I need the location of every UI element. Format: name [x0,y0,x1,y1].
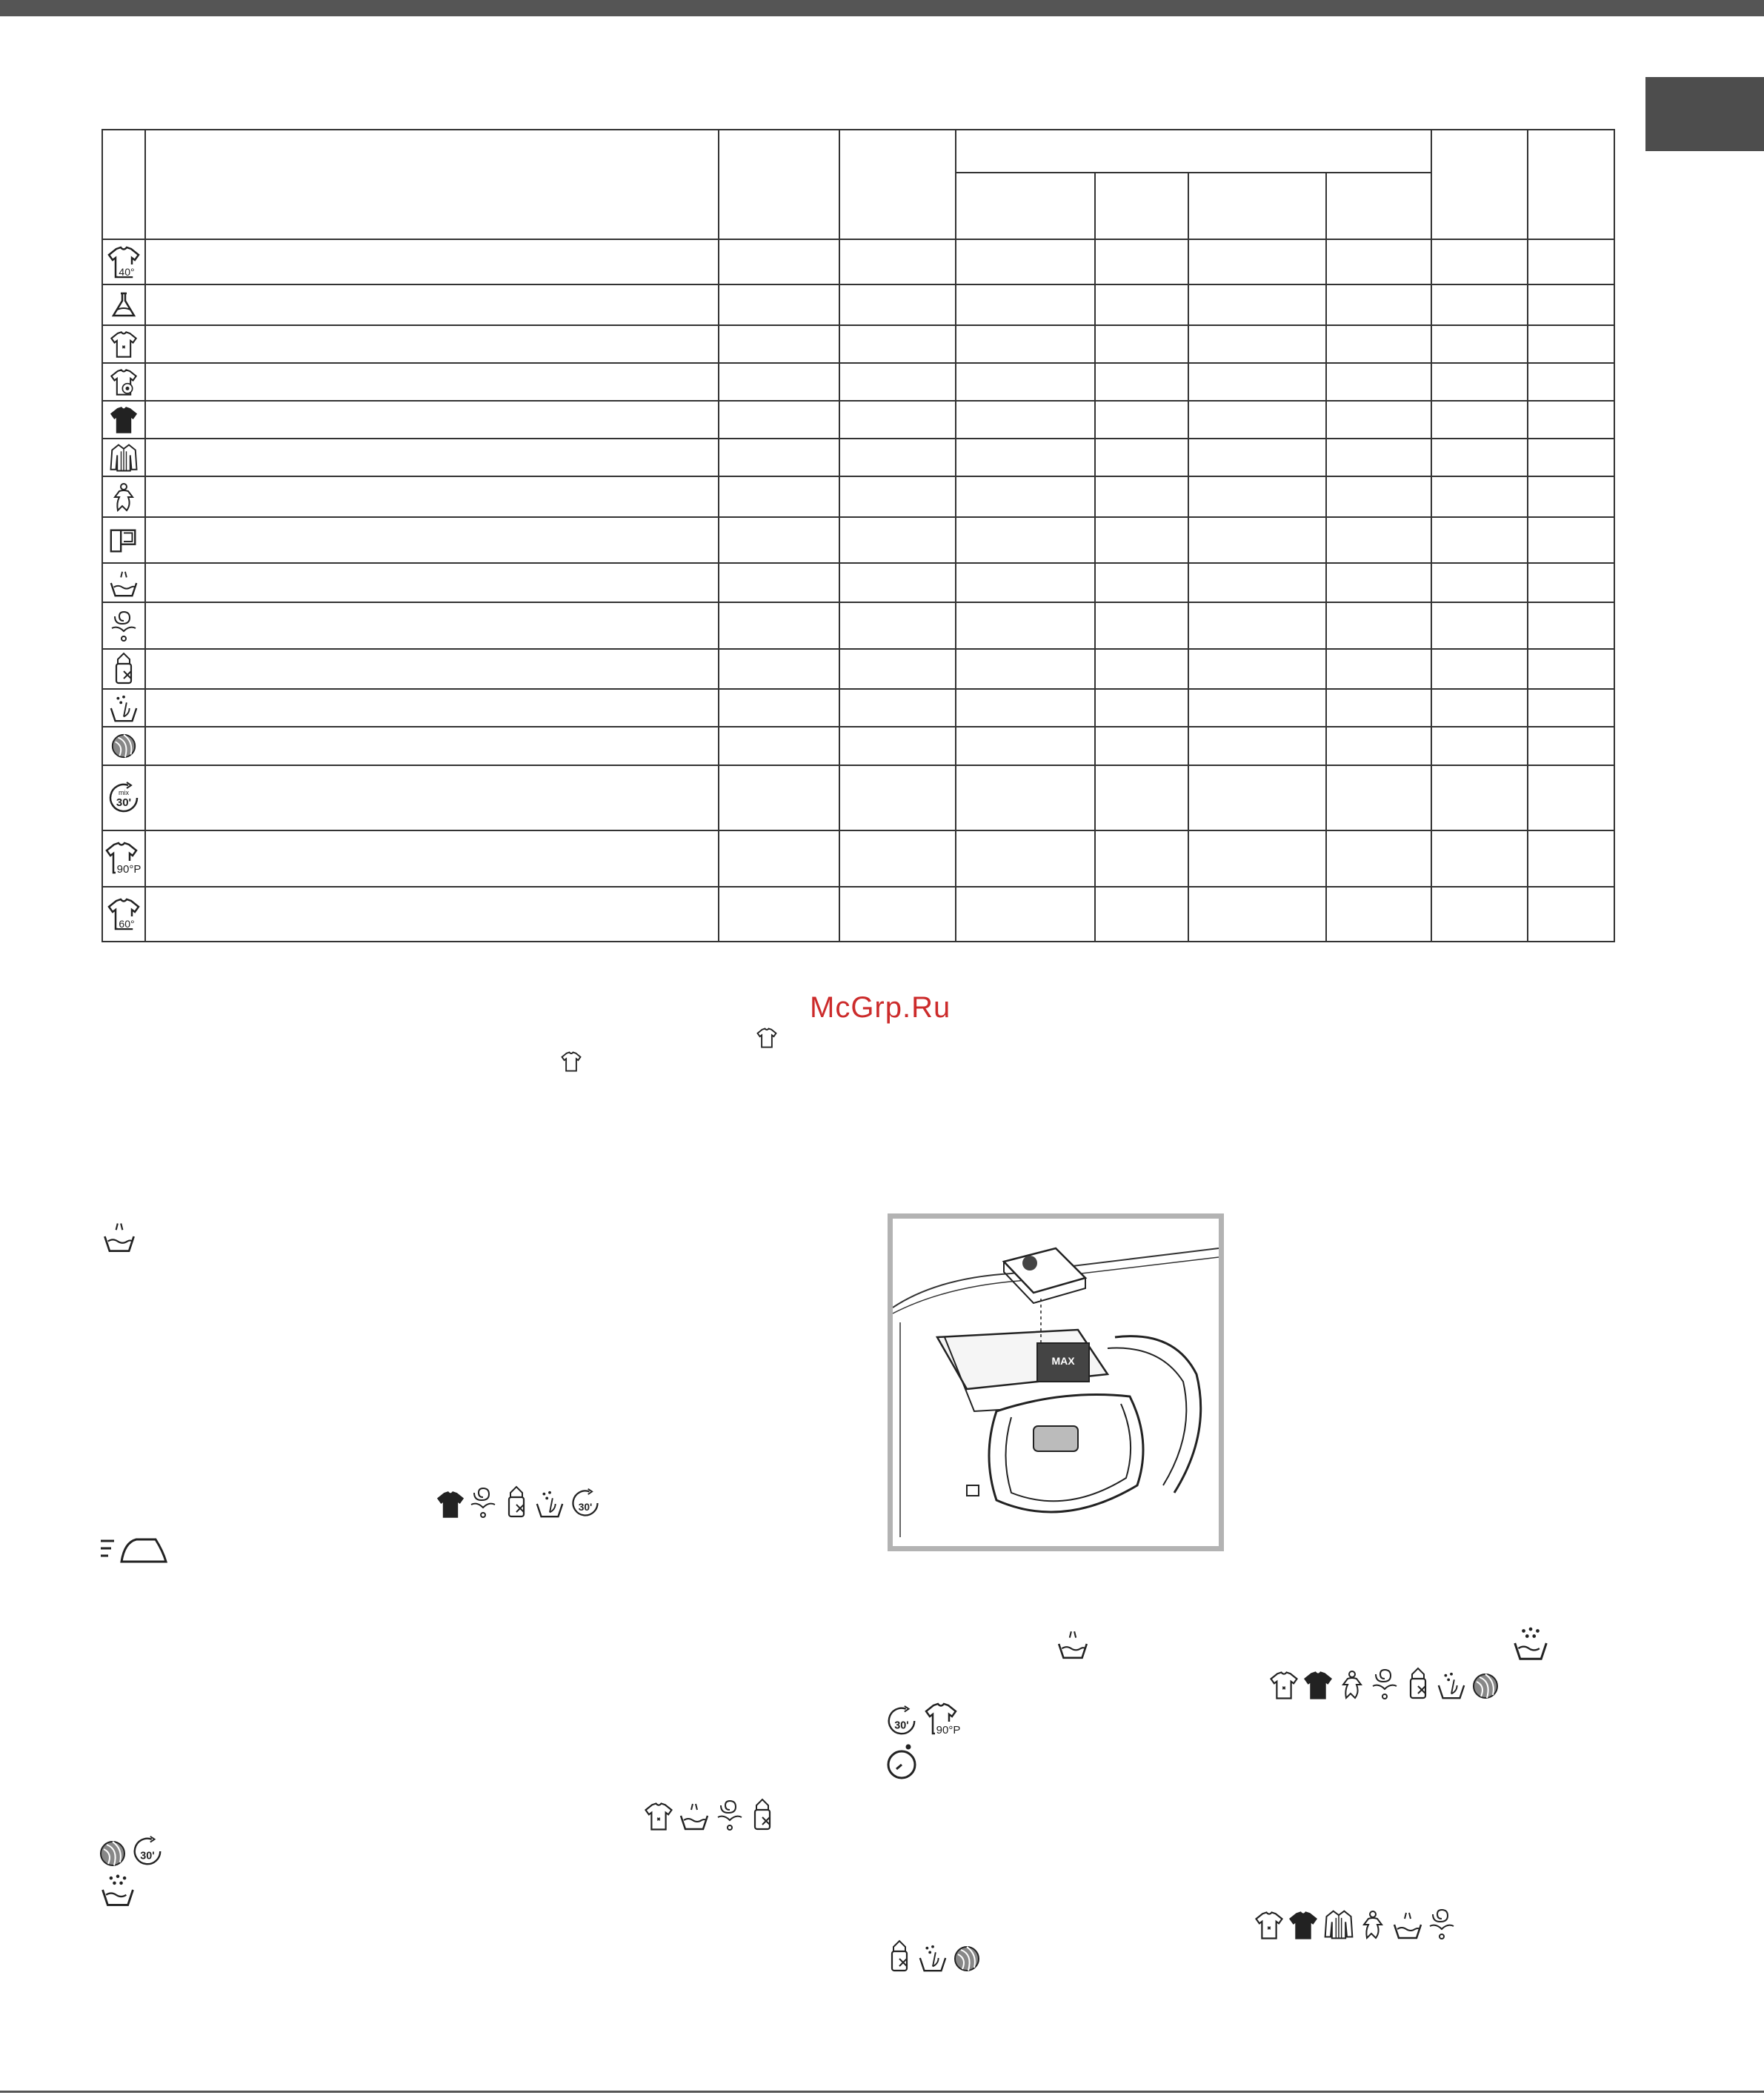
wool-ball-icon [98,1839,127,1868]
mix-30-icon [569,1487,602,1519]
cotton-60-icon [756,1027,778,1049]
temp-40-label: 40° [119,265,135,278]
table-row [102,239,1614,284]
table-row [102,401,1614,439]
stained-shirt-icon [643,1801,674,1832]
hand-wash-basin-icon [677,1799,711,1832]
table-row [102,830,1614,887]
anti-allergy-basin-icon [1511,1624,1550,1662]
icon-group-3 [98,1834,164,1872]
wool-ball-icon [110,732,138,760]
swirl-silk-icon [109,609,139,643]
programme-table [101,129,1615,942]
table-row [102,517,1614,563]
anti-allergy-basin-icon [108,693,139,724]
top-bar [0,0,1764,16]
table-row [102,563,1614,602]
table-row [102,439,1614,476]
bottom-bar [0,2091,1764,2093]
delicate-garment-icon [109,481,139,513]
icon-group-4 [1268,1667,1500,1705]
delicate-garment-icon [1337,1668,1367,1701]
max-label: MAX [1051,1355,1075,1367]
svg-text:30': 30' [894,1719,909,1732]
anti-allergy-basin-icon [917,1942,948,1974]
baby-bottle-icon [748,1798,777,1832]
baby-bottle-icon [502,1485,531,1519]
table-header-row [102,130,1614,173]
wool-ball-icon [952,1944,982,1974]
dark-shirt-icon [109,405,139,435]
svg-text:90°P: 90°P [116,863,142,876]
watermark: McGrp.Ru [810,991,951,1024]
delay-timer-icon [885,1742,919,1781]
icon-group-7 [885,1939,982,1977]
svg-text:30': 30' [116,796,132,809]
baby-bottle-icon [1403,1667,1433,1701]
mix-30-icon [130,1834,164,1868]
table-row [102,689,1614,727]
shirt-jacket-icon [1322,1908,1355,1941]
cotton-90-prewash-icon [104,840,144,877]
svg-text:30': 30' [578,1502,593,1513]
section-tab [1645,77,1764,151]
cotton-40-icon [560,1050,582,1073]
baby-bottle-icon [885,1939,914,1974]
hand-wash-basin-icon [1391,1908,1424,1941]
icon-group-2 [643,1798,777,1836]
cotton-40-icon [106,244,142,280]
anti-allergy-basin-icon [1436,1670,1467,1701]
svg-text:mix: mix [119,789,129,796]
table-row [102,649,1614,689]
drawer-illustration [893,1219,1219,1546]
cotton-60-icon [106,896,142,932]
dark-shirt-icon [436,1490,465,1519]
swirl-silk-icon [1427,1907,1457,1941]
anti-allergy-basin-icon [534,1488,565,1519]
towel-icon [108,524,139,556]
table-row [102,284,1614,325]
table-row [102,602,1614,649]
swirl-silk-icon [715,1798,745,1832]
stained-shirt-icon [109,330,139,359]
swirl-silk-icon [1370,1667,1399,1701]
svg-text:30': 30' [140,1850,156,1862]
stained-shirt-icon [1254,1910,1285,1941]
table-row [102,887,1614,942]
icon-group-1 [436,1485,602,1523]
hand-wash-basin-icon [1055,1627,1091,1661]
shirt-stain-icon [109,367,139,397]
table-row [102,765,1614,830]
baby-bottle-icon [109,652,139,686]
anti-allergy-basin-icon [99,1871,136,1908]
icon-group-6 [1254,1907,1457,1945]
shirt-jacket-icon [108,442,139,473]
cotton-90-prewash-icon [922,1701,965,1738]
hand-wash-basin-icon [108,567,139,599]
svg-text:90°P: 90°P [936,1724,961,1736]
mix-30-icon [106,780,142,816]
delicate-garment-icon [1358,1908,1388,1941]
stained-shirt-icon [1268,1670,1299,1701]
hand-wash-basin-icon [99,1219,139,1254]
icon-group-5 [885,1701,965,1742]
detergent-drawer-figure [888,1213,1224,1551]
swirl-silk-icon [468,1485,498,1519]
table-row [102,325,1614,363]
steam-iron-icon [99,1533,170,1569]
wool-ball-icon [1471,1671,1500,1701]
dark-shirt-icon [1288,1910,1319,1941]
svg-text:60°: 60° [119,918,135,930]
mix-30-icon [885,1704,919,1738]
table-row [102,727,1614,765]
laundry-chemical-icon [109,290,139,320]
table-row [102,363,1614,401]
table-row [102,476,1614,517]
dark-shirt-icon [1302,1670,1334,1701]
